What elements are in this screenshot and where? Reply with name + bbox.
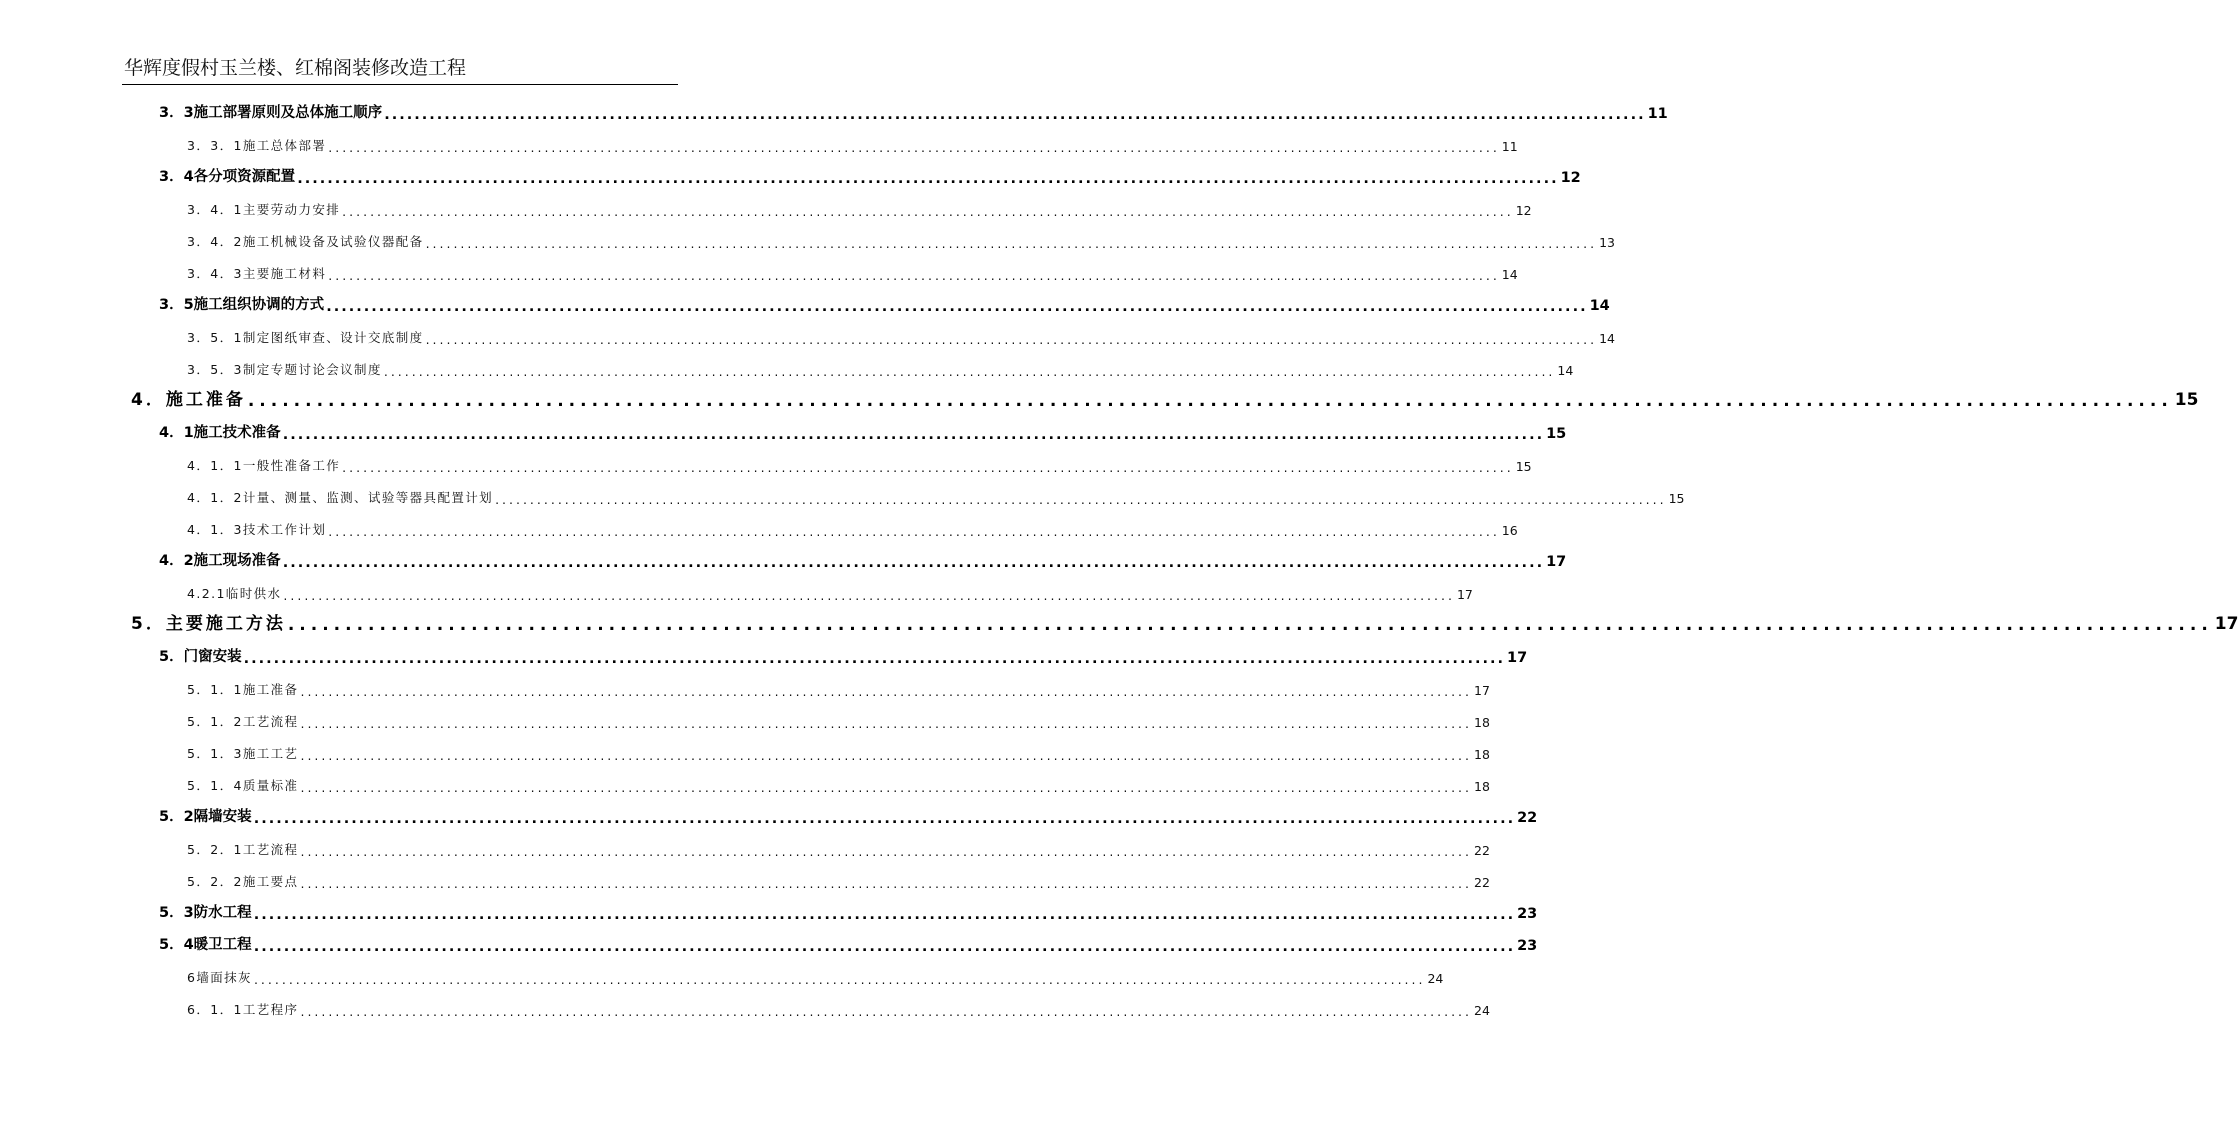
toc-page-number: 24 [1427,971,1444,986]
toc-entry-title: 3．4．2施工机械设备及试验仪器配备 [187,234,424,249]
toc-entry[interactable] [187,260,1518,283]
toc-entry[interactable] [187,868,1490,891]
toc-page-number: 14 [1589,298,1610,314]
toc-dot-leader: ........................................................................................................................................................................ [328,139,1500,155]
toc-entry-title: 6墙面抹灰 [187,970,252,985]
toc-page-number: 23 [1517,906,1538,922]
toc-page-number: 12 [1560,170,1581,186]
toc-dot-leader: ........................................................................................................................................................................ [283,587,1455,603]
toc-dot-leader: ........................................................................................................................................................................ [282,426,1545,443]
toc-entry[interactable] [187,196,1532,219]
toc-page-number: 15 [1515,459,1532,474]
toc-dot-leader: ........................................................................................................................................................................ [326,298,1588,315]
toc-dot-leader: ........................................................................................................................................................................ [297,170,1559,187]
toc-dot-leader: ........................................................................................................................................................................ [328,523,1500,539]
toc-entry-title: 3．3施工部署原则及总体施工顺序 [159,105,383,121]
toc-dot-leader: ........................................................................................................................................................................ [253,938,1516,955]
toc-dot-leader: ........................................................................................................................................................................ [384,106,1646,123]
toc-entry-title: 4．2施工现场准备 [159,553,281,569]
toc-entry-title: 4.2.1临时供水 [187,586,282,601]
toc-entry-title: 5．1．2工艺流程 [187,714,299,729]
toc-entry-title: 3．5．3制定专题讨论会议制度 [187,362,382,377]
toc-dot-leader: ........................................................................................................................................................................ [342,459,1514,475]
toc-dot-leader: ........................................................................................................................................................................ [243,650,1505,667]
toc-entry[interactable] [159,900,1538,923]
toc-entry[interactable] [187,324,1615,347]
toc-page-number: 15 [1668,491,1685,506]
toc-page-number: 18 [1474,747,1490,762]
toc-entry-title: 3．5施工组织协调的方式 [159,297,325,313]
toc-entry[interactable] [159,100,1668,123]
toc-entry-title: 3．3．1施工总体部署 [187,138,327,153]
toc-page-number: 17 [1474,683,1490,698]
toc-dot-leader: ........................................................................................................................................................................ [300,715,1472,731]
toc-entry[interactable] [187,580,1473,603]
toc-entry[interactable] [187,740,1490,763]
toc-dot-leader: ........................................................................................................................................................................ [328,267,1500,283]
toc-page-number: 22 [1517,810,1538,826]
toc-page-number: 12 [1515,203,1532,218]
toc-dot-leader: ........................................................................................................................................................................ [300,843,1472,859]
toc-dot-leader: ........................................................................................................................................................................ [342,203,1514,219]
toc-dot-leader: ........................................................................................................................................................................ [253,971,1426,987]
toc-dot-leader: ........................................................................................................................................................................ [300,779,1472,795]
toc-entry-title: 5．1．4质量标准 [187,778,299,793]
toc-entry-title: 5．1．3施工工艺 [187,746,299,761]
toc-entry-title: 5．2．2施工要点 [187,874,299,889]
toc-page-number: 17 [1546,554,1567,570]
toc-entry[interactable] [187,836,1490,859]
toc-page-number: 17 [1507,650,1528,666]
toc-entry[interactable] [187,452,1532,475]
toc-dot-leader: ........................................................................................................................................................................ [287,615,2213,635]
toc-dot-leader: ........................................................................................................................................................................ [300,875,1472,891]
toc-dot-leader: ........................................................................................................................................................................ [282,554,1545,571]
toc-entry[interactable] [187,516,1518,539]
toc-entry[interactable] [131,388,2199,411]
toc-page-number: 22 [1474,843,1490,858]
toc-entry-title: 4．1．3技术工作计划 [187,522,327,537]
toc-entry-title: 3．4．3主要施工材料 [187,266,327,281]
toc-entry-title: 4．1施工技术准备 [159,425,281,441]
toc-entry[interactable] [187,356,1574,379]
toc-entry-title: 3．5．1制定图纸审查、设计交底制度 [187,330,424,345]
toc-entry-title: 5．2隔墙安装 [159,809,252,825]
toc-entry[interactable] [187,964,1444,987]
toc-entry-title: 5．门窗安装 [159,649,242,665]
toc-entry-title: 6．1．1工艺程序 [187,1002,299,1017]
toc-page-number: 17 [2214,614,2238,634]
toc-dot-leader: ........................................................................................................................................................................ [247,391,2173,411]
toc-dot-leader: ........................................................................................................................................................................ [383,363,1556,379]
toc-entry[interactable] [159,420,1567,443]
toc-dot-leader: ........................................................................................................................................................................ [495,491,1667,507]
toc-entry[interactable] [159,548,1567,571]
toc-page-number: 17 [1456,587,1473,602]
toc-entry[interactable] [187,996,1490,1019]
toc-entry[interactable] [159,804,1538,827]
toc-page-number: 16 [1501,523,1518,538]
toc-entry[interactable] [187,484,1685,507]
toc-entry[interactable] [159,164,1581,187]
toc-page-number: 11 [1647,106,1668,122]
toc-entry[interactable] [159,932,1538,955]
toc-page-number: 15 [2174,390,2199,410]
toc-page-number: 14 [1501,267,1518,282]
document-header-title: 华辉度假村玉兰楼、红棉阁装修改造工程 [124,57,467,79]
toc-page-number: 15 [1546,426,1567,442]
toc-entry-title: 5．2．1工艺流程 [187,842,299,857]
toc-page-number: 22 [1474,875,1490,890]
toc-dot-leader: ........................................................................................................................................................................ [300,747,1472,763]
toc-entry[interactable] [187,228,1615,251]
toc-entry-title: 5．1．1施工准备 [187,682,299,697]
toc-entry[interactable] [187,708,1490,731]
toc-page-number: 14 [1599,331,1615,346]
toc-entry-title: 3．4．1主要劳动力安排 [187,202,341,217]
toc-page-number: 11 [1501,139,1518,154]
toc-entry-title: 5．4暖卫工程 [159,937,252,953]
toc-page-number: 24 [1474,1003,1490,1018]
toc-page-number: 18 [1474,779,1490,794]
toc-entry-title: 3．4各分项资源配置 [159,169,296,185]
toc-dot-leader: ........................................................................................................................................................................ [253,906,1516,923]
toc-entry[interactable] [187,676,1490,699]
toc-entry-title: 4．施工准备 [131,390,246,410]
toc-dot-leader: ........................................................................................................................................................................ [425,331,1598,347]
toc-dot-leader: ........................................................................................................................................................................ [300,683,1472,699]
toc-page-number: 23 [1517,938,1538,954]
toc-page-number: 13 [1599,235,1615,250]
toc-entry-title: 4．1．2计量、测量、监测、试验等器具配置计划 [187,490,494,505]
toc-entry-title: 5．主要施工方法 [131,614,286,634]
toc-page-number: 18 [1474,715,1490,730]
toc-page-number: 14 [1557,363,1574,378]
toc-entry[interactable] [131,612,2238,635]
toc-entry[interactable] [187,132,1518,155]
toc-dot-leader: ........................................................................................................................................................................ [425,235,1598,251]
toc-entry[interactable] [187,772,1490,795]
toc-entry[interactable] [159,644,1528,667]
toc-dot-leader: ........................................................................................................................................................................ [253,810,1516,827]
toc-entry[interactable] [159,292,1610,315]
toc-dot-leader: ........................................................................................................................................................................ [300,1003,1472,1019]
toc-entry-title: 4．1．1一般性准备工作 [187,458,341,473]
toc-entry-title: 5．3防水工程 [159,905,252,921]
